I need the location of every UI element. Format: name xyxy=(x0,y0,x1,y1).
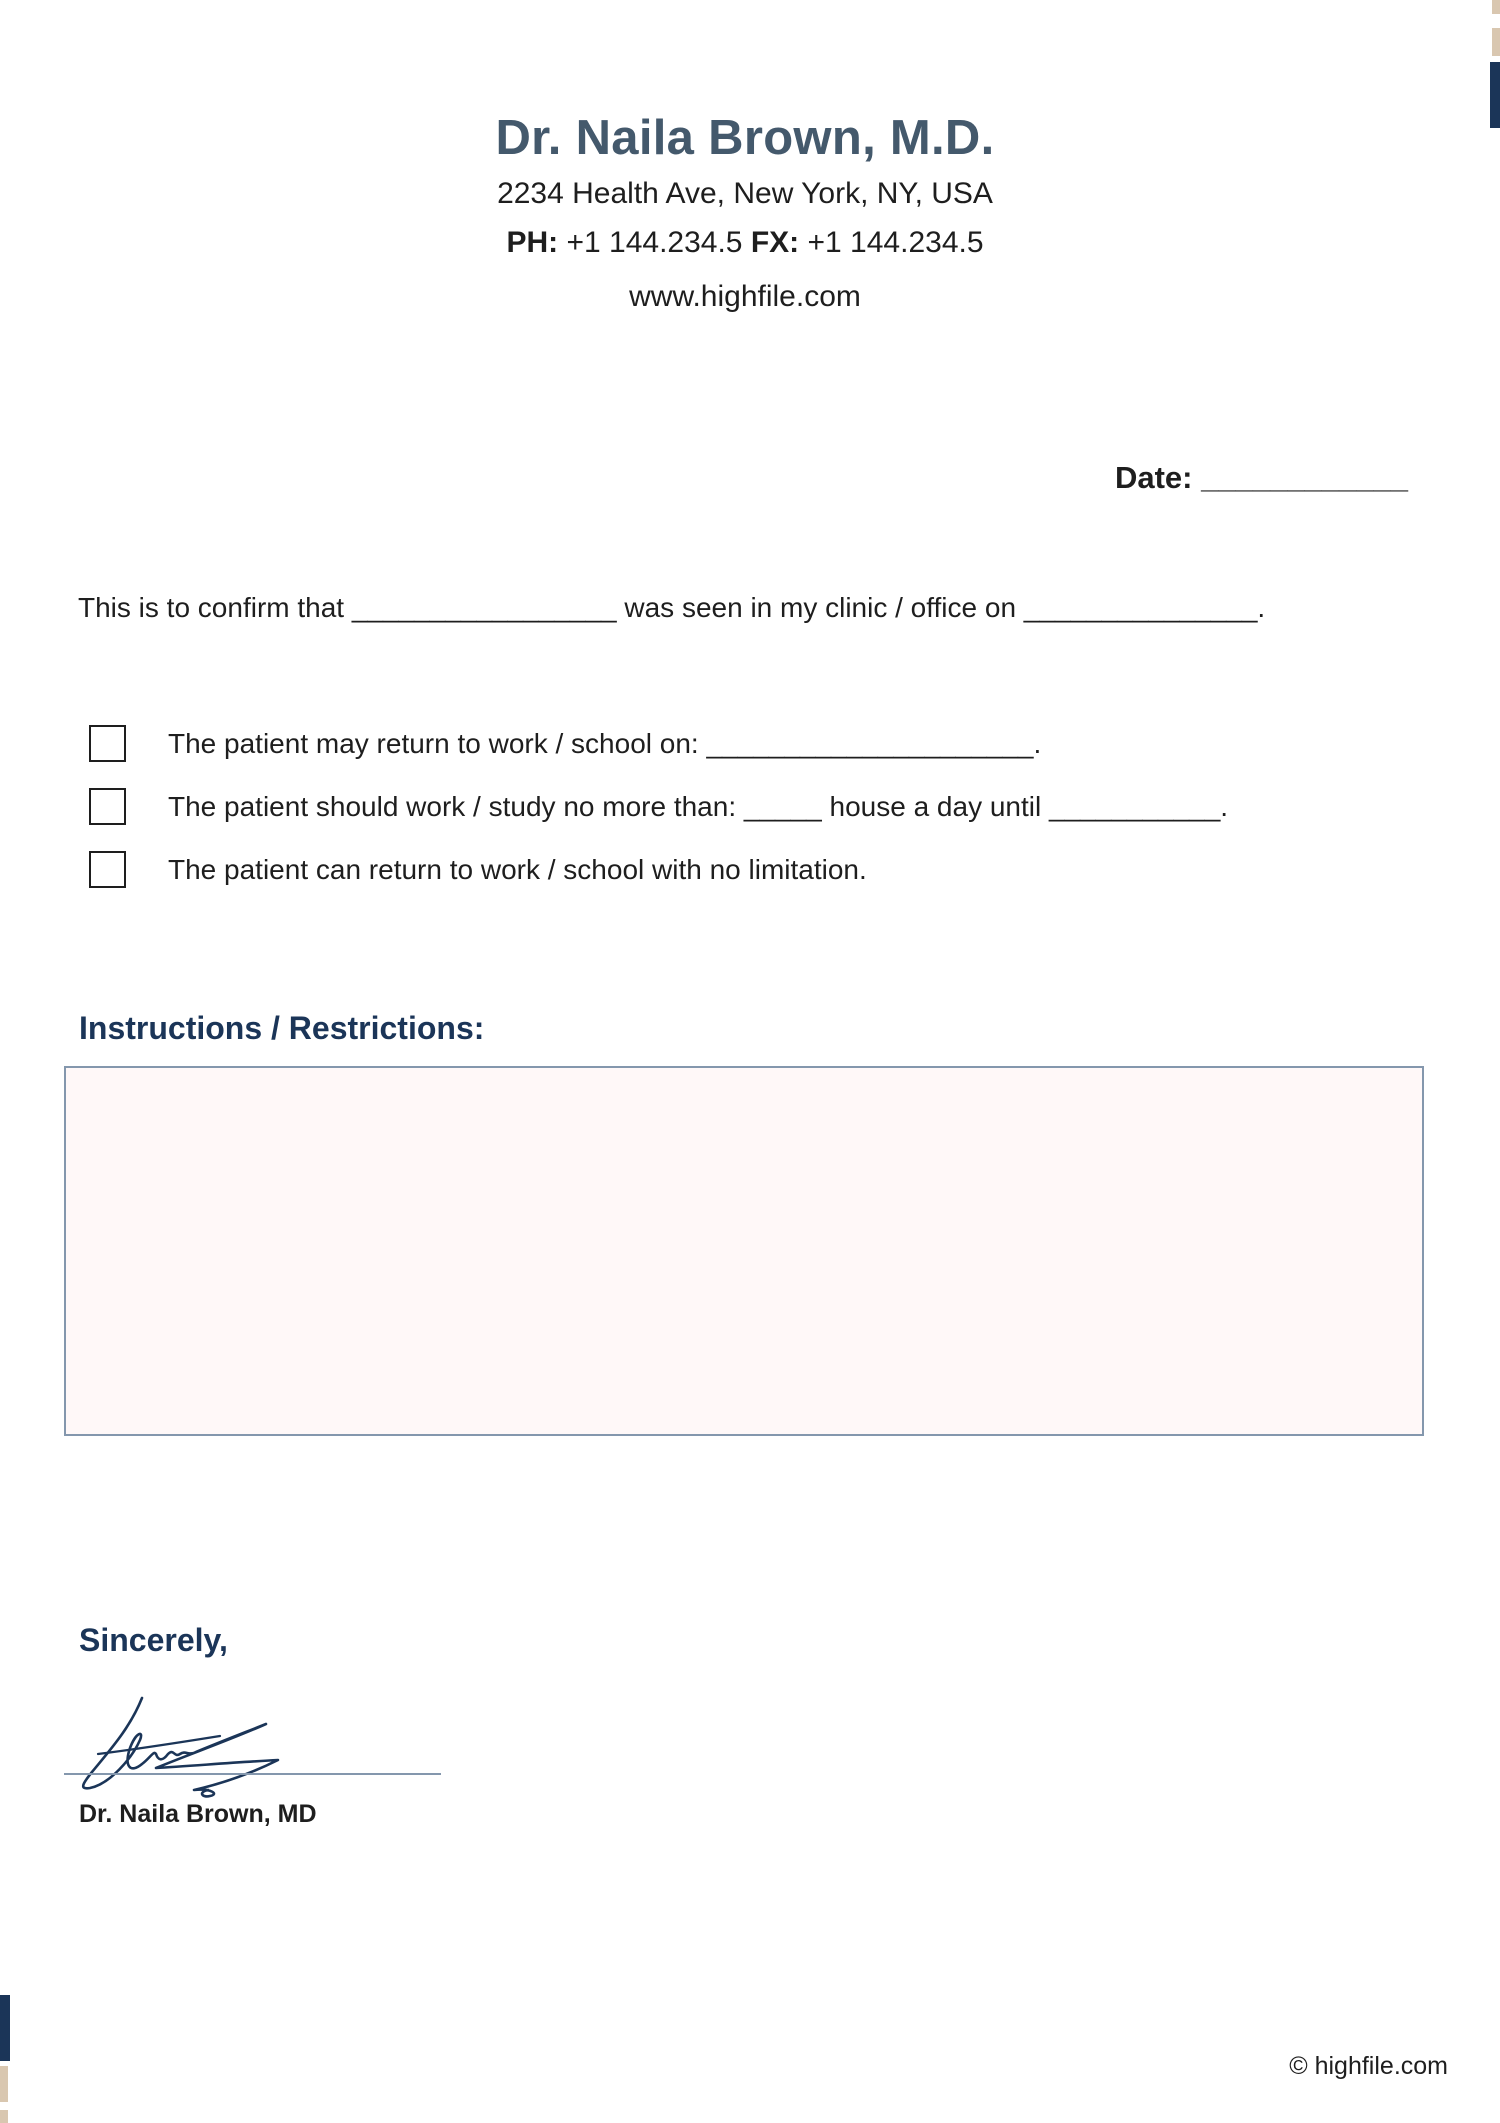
contact-numbers xyxy=(0,223,1490,263)
confirmation-sentence: This is to confirm that _________________ was seen in my clinic / office on _______________. xyxy=(78,592,1266,623)
sincerely-text: Sincerely, xyxy=(79,1622,228,1658)
letterhead xyxy=(0,108,1490,317)
instructions-textarea[interactable] xyxy=(64,1066,1424,1436)
bottom-left-tan-bar-2 xyxy=(0,2110,8,2123)
phone-label: PH: xyxy=(506,226,559,259)
checkbox-no-limitation[interactable] xyxy=(89,851,126,888)
top-right-tan-bar-2 xyxy=(1492,28,1500,56)
signature-line xyxy=(64,1773,441,1775)
checkbox-limited-hours[interactable] xyxy=(89,788,126,825)
signature-image xyxy=(70,1688,296,1798)
fax-label: FX: xyxy=(750,226,800,259)
website: www.highfile.com xyxy=(629,280,861,313)
checklist-label: The patient should work / study no more than: _____ house a day until ___________. xyxy=(168,791,1229,822)
date-label: Date: xyxy=(1114,460,1193,495)
checklist-item-limited-hours[interactable] xyxy=(89,788,1389,828)
date-field[interactable] xyxy=(1115,460,1408,496)
checklist-label: The patient can return to work / school with no limitation. xyxy=(168,854,867,885)
date-blank[interactable]: ____________ xyxy=(1201,460,1408,495)
checklist-label: The patient may return to work / school on: _____________________. xyxy=(168,728,1042,759)
checklist-item-no-limitation[interactable] xyxy=(89,851,1389,891)
checklist-item-return-date[interactable] xyxy=(89,725,1389,765)
top-right-tan-bar xyxy=(1492,0,1500,14)
signer-name: Dr. Naila Brown, MD xyxy=(79,1800,317,1828)
copyright-text: © highfile.com xyxy=(1289,2052,1448,2080)
address: 2234 Health Ave, New York, NY, USA xyxy=(497,177,993,210)
bottom-left-navy-bar xyxy=(0,1995,10,2061)
doctor-name: Dr. Naila Brown, M.D. xyxy=(495,111,995,165)
fax-number: +1 144.234.5 xyxy=(807,226,984,259)
checkbox-return-date[interactable] xyxy=(89,725,126,762)
top-right-navy-bar xyxy=(1490,62,1500,128)
bottom-left-tan-bar xyxy=(0,2066,8,2102)
instructions-title: Instructions / Restrictions: xyxy=(79,1010,485,1046)
phone-number: +1 144.234.5 xyxy=(566,226,743,259)
